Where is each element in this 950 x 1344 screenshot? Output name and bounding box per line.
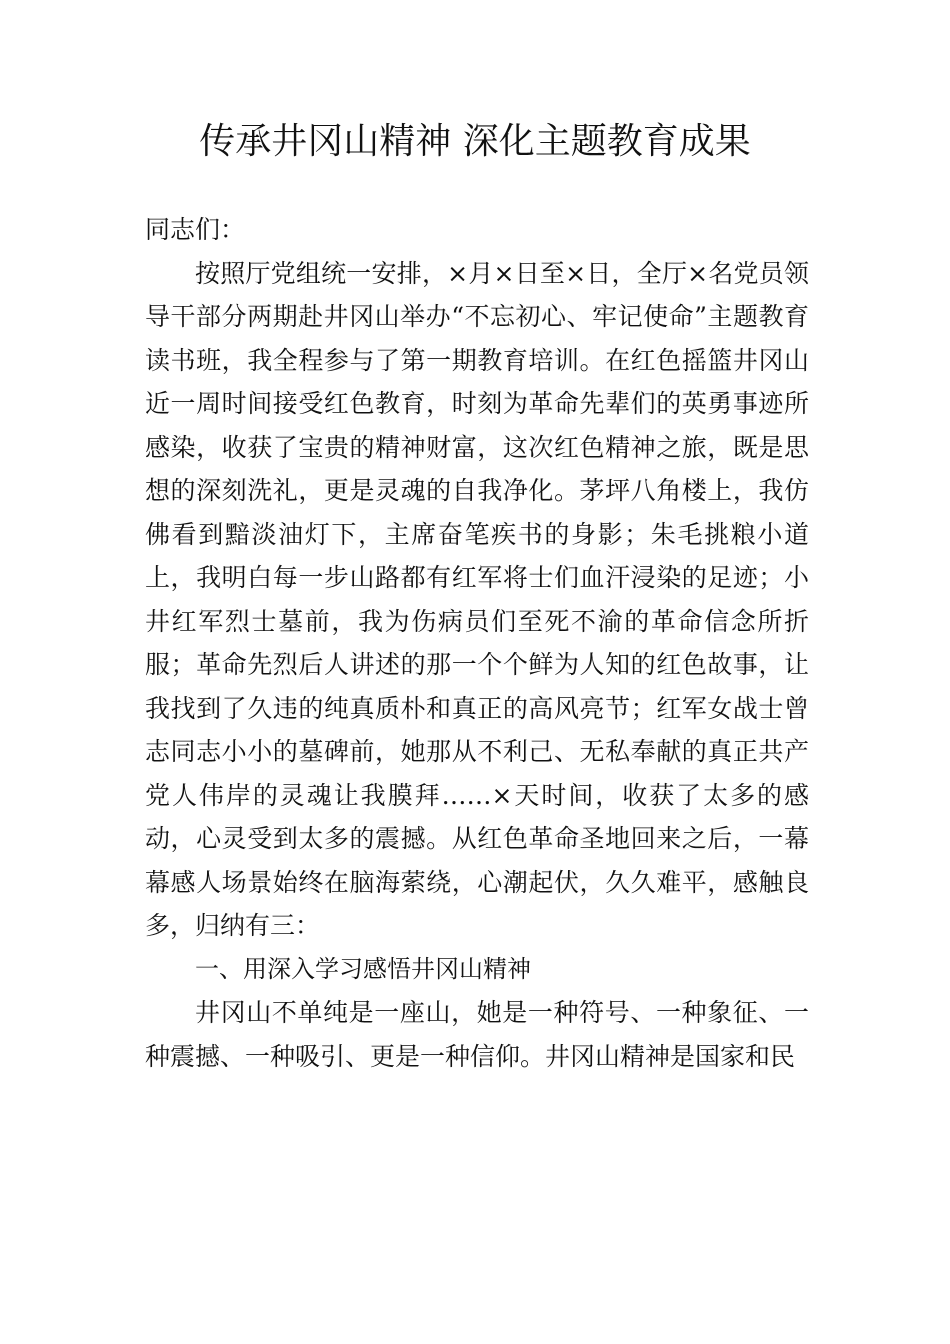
intro-paragraph: 按照厅党组统一安排，×月×日至×日，全厅×名党员领导干部分两期赴井冈山举办“不忘初心、牢记使命”主题教育读书班，我全程参与了第一期教育培训。在红色摇篮井冈山近一周时间接受红色教育，时刻为革命先辈们的英勇事迹所感染，收获了宝贵的精神财富，这次红色精神之旅，既是思想的深刻洗礼，更是灵魂的自我净化。茅坪八角楼上，我仿佛看到黯淡油灯下，主席奋笔疾书的身影；朱毛挑粮小道上，我明白每一步山路都有红军将士们血汗浸染的足迹；小井红军烈士墓前，我为伤病员们至死不渝的革命信念所折服；革命先烈后人讲述的那一个个鲜为人知的红色故事，让我找到了久违的纯真质朴和真正的高风亮节；红军女战士曾志同志小小的墓碑前，她那从不利己、无私奉献的真正共产党人伟岸的灵魂让我膜拜……×天时间，收获了太多的感动，心灵受到太多的震撼。从红色革命圣地回来之后，一幕幕感人场景始终在脑海萦绕，心潮起伏，久久难平，感触良多，归纳有三： xyxy=(145,258,809,940)
document-body xyxy=(145,208,809,1078)
section-paragraph: 井冈山不单纯是一座山，她是一种符号、一种象征、一种震撼、一种吸引、更是一种信仰。井冈山精神是国家和民 xyxy=(145,998,809,1071)
section-heading: 一、用深入学习感悟井冈山精神 xyxy=(195,954,531,983)
document-title: 传承井冈山精神 深化主题教育成果 xyxy=(199,121,751,162)
salutation: 同志们： xyxy=(145,215,246,244)
